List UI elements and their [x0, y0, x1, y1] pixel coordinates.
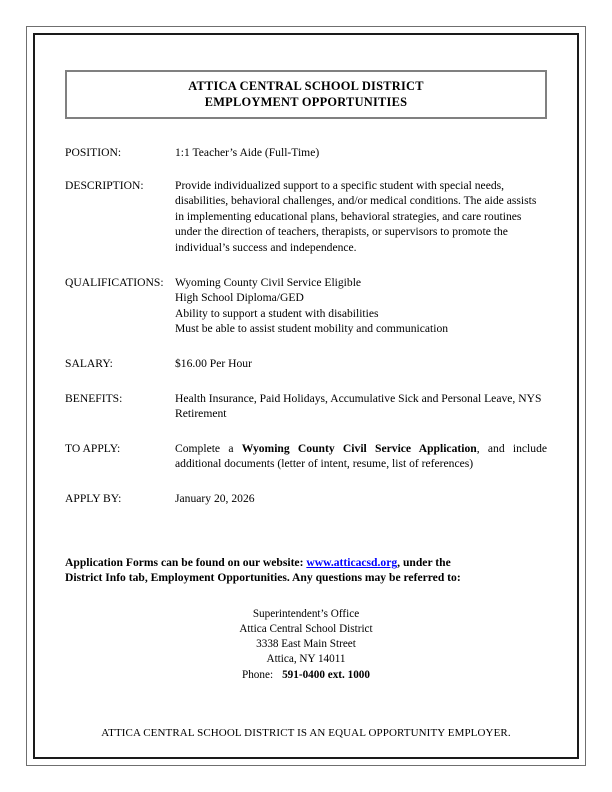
contact-line-district: Attica Central School District	[239, 622, 373, 635]
field-value-description: Provide individualized support to a specific student with special needs, disabilities, behavioral challenges, and/or medical conditions. The aide assists in implementing educational plans, behavioral strategies, and care routines under the direction of teachers, therapists, or supervisors to promote the individual’s success and independence.	[175, 178, 537, 254]
document-content	[65, 52, 547, 742]
field-value-salary: $16.00 Per Hour	[175, 356, 252, 370]
field-label-position: POSITION:	[65, 146, 122, 159]
field-row-position	[65, 145, 547, 161]
to-apply-text-after: , and include additional documents (letter of intent, resume, list of references)	[175, 441, 548, 471]
application-forms-note	[65, 555, 485, 586]
website-note-text-before: Application Forms can be found on our website:	[65, 555, 307, 569]
field-row-salary	[65, 356, 547, 372]
page-title-line-2: EMPLOYMENT OPPORTUNITIES	[204, 95, 408, 109]
contact-phone-row	[65, 668, 547, 683]
field-value-apply-by: January 20, 2026	[175, 491, 255, 505]
field-label-benefits: BENEFITS:	[65, 391, 123, 405]
to-apply-application-name: Wyoming County Civil Service Application	[241, 441, 477, 455]
qualification-item: Ability to support a student with disabilities	[175, 306, 379, 320]
equal-opportunity-footer: ATTICA CENTRAL SCHOOL DISTRICT IS AN EQUAL OPPORTUNITY EMPLOYER.	[101, 726, 511, 739]
contact-line-street: 3338 East Main Street	[256, 638, 356, 651]
qualification-item: Wyoming County Civil Service Eligible	[175, 275, 362, 289]
contact-line-city-state-zip: Attica, NY 14011	[266, 653, 346, 666]
field-label-description: DESCRIPTION:	[65, 178, 144, 192]
to-apply-text-before: Complete a	[175, 441, 242, 455]
field-label-salary: SALARY:	[65, 356, 113, 370]
field-row-to-apply	[65, 441, 547, 472]
field-value-position: 1:1 Teacher’s Aide (Full-Time)	[175, 146, 320, 159]
field-value-to-apply	[175, 441, 547, 472]
field-label-qualifications: QUALIFICATIONS:	[65, 275, 164, 289]
phone-label: Phone:	[241, 668, 274, 681]
field-label-apply-by: APPLY BY:	[65, 491, 122, 505]
field-value-qualifications	[175, 275, 547, 337]
field-row-apply-by	[65, 491, 547, 507]
field-label-to-apply: TO APPLY:	[65, 441, 121, 455]
document-title-box	[65, 70, 547, 119]
district-website-link[interactable]: www.atticacsd.org	[306, 555, 398, 569]
field-row-description	[65, 178, 547, 256]
contact-block	[65, 607, 547, 683]
field-row-benefits	[65, 391, 547, 422]
field-value-benefits: Health Insurance, Paid Holidays, Accumulative Sick and Personal Leave, NYS Retirement	[175, 391, 542, 421]
contact-line-office: Superintendent’s Office	[252, 607, 360, 620]
qualification-item: Must be able to assist student mobility and communication	[175, 322, 449, 336]
page-title-line-1: ATTICA CENTRAL SCHOOL DISTRICT	[188, 79, 424, 93]
field-row-qualifications	[65, 275, 547, 337]
qualification-item: High School Diploma/GED	[175, 291, 304, 305]
phone-number: 591-0400 ext. 1000	[282, 668, 370, 681]
website-note-text-after: , under the District Info tab, Employment Opportunities. Any questions may be referred to:	[65, 555, 461, 585]
